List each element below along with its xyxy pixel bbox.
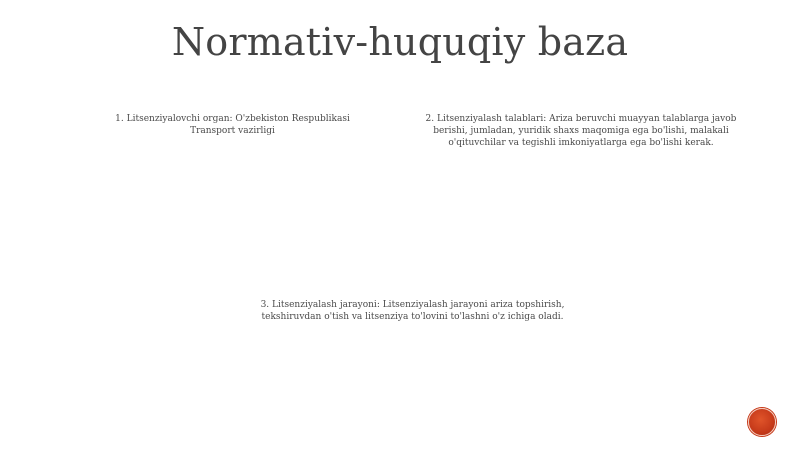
slide-title: Normativ-huquqiy baza: [171, 20, 629, 64]
point-licensing-authority: 1. Litsenziyalovchi organ: O'zbekiston Respublikasi Transport vazirligi: [115, 114, 350, 136]
slide-nav-button[interactable]: [748, 408, 776, 436]
point-licensing-process: 3. Litsenziyalash jarayoni: Litsenziyalash jarayoni ariza topshirish, tekshiruvdan o'tish va litsenziya to'lovini to'lashni o'z ichiga oladi.: [260, 300, 565, 322]
point-licensing-requirements: 2. Litsenziyalash talablari: Ariza beruvchi muayyan talablarga javob berishi, jumladan, yuridik shaxs maqomiga ega bo'lishi, malakali o'qituvchilar va tegishli imkoniyatlarga ega bo'lishi kerak.: [425, 114, 737, 148]
